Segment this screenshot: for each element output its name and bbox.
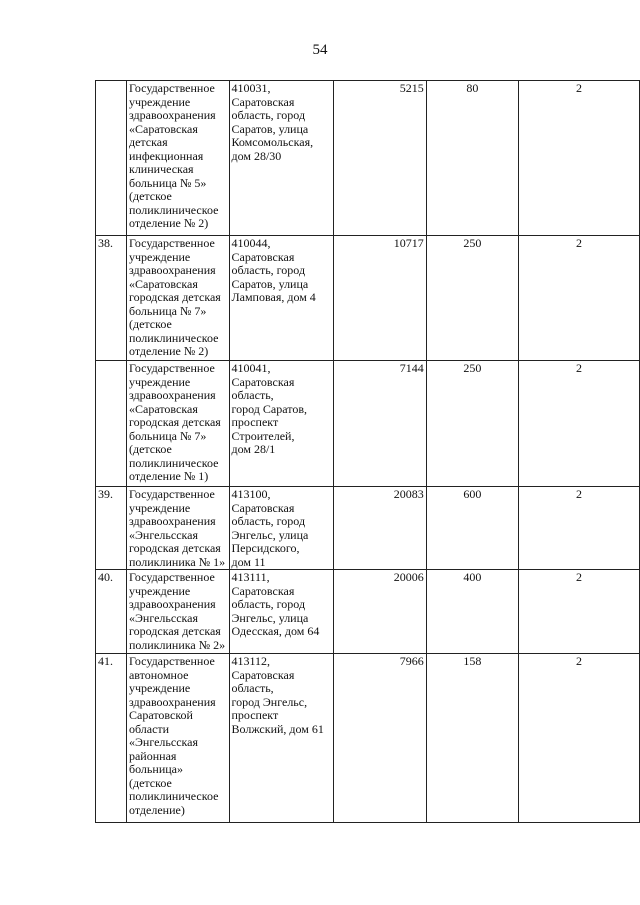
facility-address: 413111, Саратовская область, город Энгельс, улица Одесская, дом 64 <box>229 570 334 654</box>
shifts-value: 2 <box>519 361 640 487</box>
row-number: 41. <box>96 654 127 823</box>
row-number: 40. <box>96 570 127 654</box>
population-value: 20006 <box>334 570 427 654</box>
shifts-value: 2 <box>519 654 640 823</box>
population-value: 7966 <box>334 654 427 823</box>
table-row <box>96 361 640 487</box>
facility-address: 413112, Саратовская область, город Энгельс, проспект Волжский, дом 61 <box>229 654 334 823</box>
visits-value: 600 <box>426 487 518 570</box>
population-value: 5215 <box>334 81 427 236</box>
visits-value: 158 <box>426 654 518 823</box>
page-number: 54 <box>312 42 328 58</box>
facility-name: Государственное учреждение здравоохранения «Саратовская городская детская больница № 7» (детское поликлиническое отделение № 2) <box>126 236 229 361</box>
table-row <box>96 654 640 823</box>
shifts-value: 2 <box>519 81 640 236</box>
facility-name: Государственное учреждение здравоохранения «Саратовская детская инфекционная клиническая больница № 5» (детское поликлиническое отделение № 2) <box>126 81 229 236</box>
shifts-value: 2 <box>519 570 640 654</box>
table-row <box>96 236 640 361</box>
row-number: 39. <box>96 487 127 570</box>
facility-address: 413100, Саратовская область, город Энгельс, улица Персидского, дом 11 <box>229 487 334 570</box>
facility-name: Государственное учреждение здравоохранения «Энгельсская городская детская поликлиника № 1» <box>126 487 229 570</box>
table-row <box>96 570 640 654</box>
facility-address: 410044, Саратовская область, город Саратов, улица Ламповая, дом 4 <box>229 236 334 361</box>
visits-value: 250 <box>426 361 518 487</box>
table-row <box>96 81 640 236</box>
row-number: 38. <box>96 236 127 361</box>
shifts-value: 2 <box>519 236 640 361</box>
population-value: 20083 <box>334 487 427 570</box>
row-number <box>96 81 127 236</box>
visits-value: 250 <box>426 236 518 361</box>
facility-address: 410041, Саратовская область, город Саратов, проспект Строителей, дом 28/1 <box>229 361 334 487</box>
facility-name: Государственное учреждение здравоохранения «Энгельсская городская детская поликлиника № 2» <box>126 570 229 654</box>
population-value: 7144 <box>334 361 427 487</box>
visits-value: 400 <box>426 570 518 654</box>
facility-name: Государственное автономное учреждение здравоохранения Саратовской области «Энгельсская районная больница» (детское поликлиническое отделение) <box>126 654 229 823</box>
shifts-value: 2 <box>519 487 640 570</box>
facilities-table <box>95 80 640 823</box>
facility-address: 410031, Саратовская область, город Саратов, улица Комсомольская, дом 28/30 <box>229 81 334 236</box>
table-row <box>96 487 640 570</box>
facility-name: Государственное учреждение здравоохранения «Саратовская городская детская больница № 7» (детское поликлиническое отделение № 1) <box>126 361 229 487</box>
visits-value: 80 <box>426 81 518 236</box>
row-number <box>96 361 127 487</box>
population-value: 10717 <box>334 236 427 361</box>
